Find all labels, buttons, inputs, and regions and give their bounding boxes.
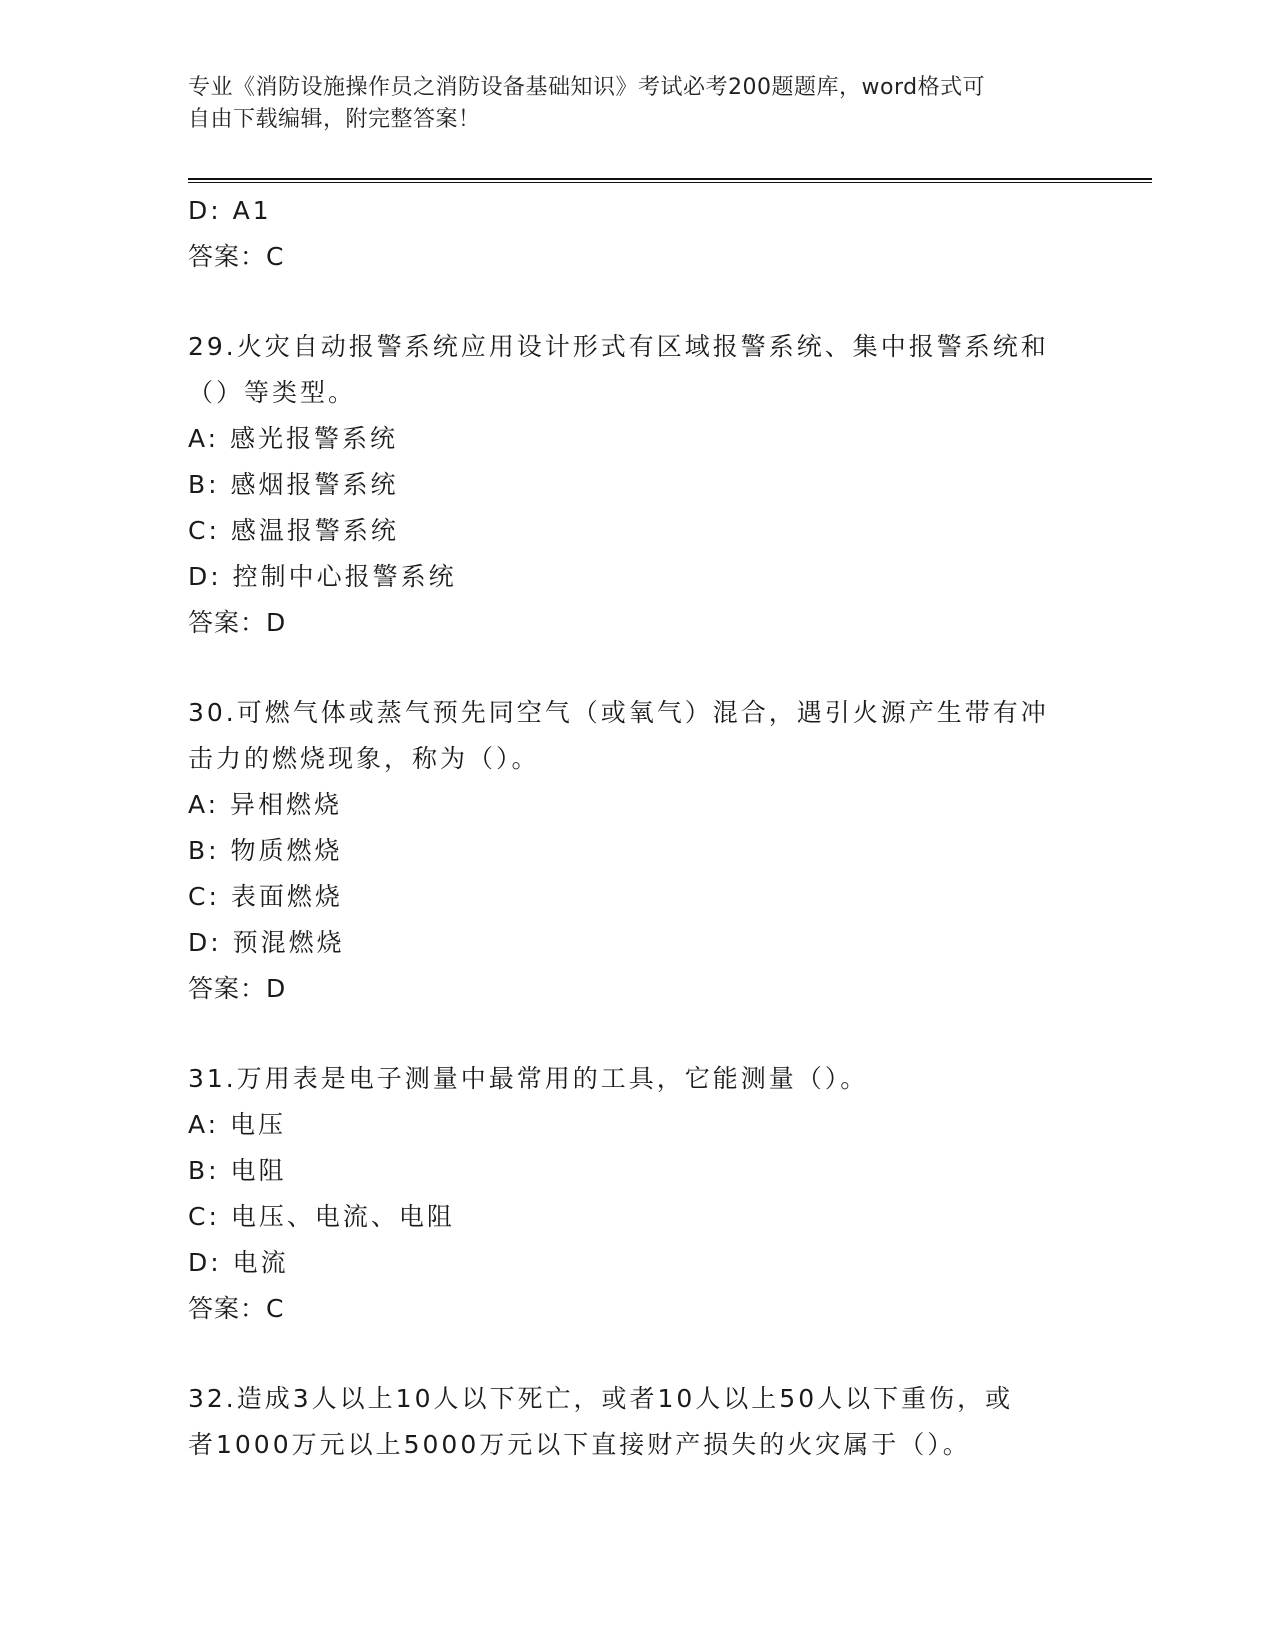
question-stem-line: （）等类型。: [188, 378, 357, 407]
option-b: B: 物质燃烧: [188, 836, 343, 865]
question-stem-line: 者1000万元以上5000万元以下直接财产损失的火灾属于（）。: [188, 1430, 971, 1459]
option-d: D: 控制中心报警系统: [188, 562, 457, 591]
header-divider: [188, 178, 1152, 183]
option-b: B: 感烟报警系统: [188, 470, 399, 499]
option-d: D: A1: [188, 196, 272, 225]
question-32: [188, 1376, 1088, 1468]
option-c: C: 表面燃烧: [188, 882, 343, 911]
option-c: C: 电压、电流、电阻: [188, 1202, 455, 1231]
question-stem-line: 31.万用表是电子测量中最常用的工具，它能测量（）。: [188, 1064, 869, 1093]
option-d: D: 电流: [188, 1248, 289, 1277]
answer: 答案：C: [188, 1294, 285, 1323]
answer: 答案：D: [188, 608, 287, 637]
question-stem-line: 32.造成3人以上10人以下死亡，或者10人以上50人以下重伤，或: [188, 1384, 1014, 1413]
previous-question-fragment: [188, 188, 1088, 280]
question-list: [188, 188, 1088, 1468]
option-d: D: 预混燃烧: [188, 928, 345, 957]
document-header: [188, 72, 1068, 136]
answer: 答案：C: [188, 242, 285, 271]
question-31: [188, 1056, 1088, 1332]
question-stem-line: 30.可燃气体或蒸气预先同空气（或氧气）混合，遇引火源产生带有冲: [188, 698, 1049, 727]
header-line-1: 专业《消防设施操作员之消防设备基础知识》考试必考200题题库，word格式可: [188, 75, 986, 100]
option-b: B: 电阻: [188, 1156, 287, 1185]
option-a: A: 感光报警系统: [188, 424, 399, 453]
option-c: C: 感温报警系统: [188, 516, 399, 545]
header-line-2: 自由下载编辑，附完整答案！: [188, 107, 481, 132]
question-29: [188, 324, 1088, 646]
answer: 答案：D: [188, 974, 287, 1003]
option-a: A: 异相燃烧: [188, 790, 343, 819]
option-a: A: 电压: [188, 1110, 287, 1139]
question-stem-line: 29.火灾自动报警系统应用设计形式有区域报警系统、集中报警系统和: [188, 332, 1049, 361]
question-stem-line: 击力的燃烧现象，称为（）。: [188, 744, 540, 773]
question-30: [188, 690, 1088, 1012]
